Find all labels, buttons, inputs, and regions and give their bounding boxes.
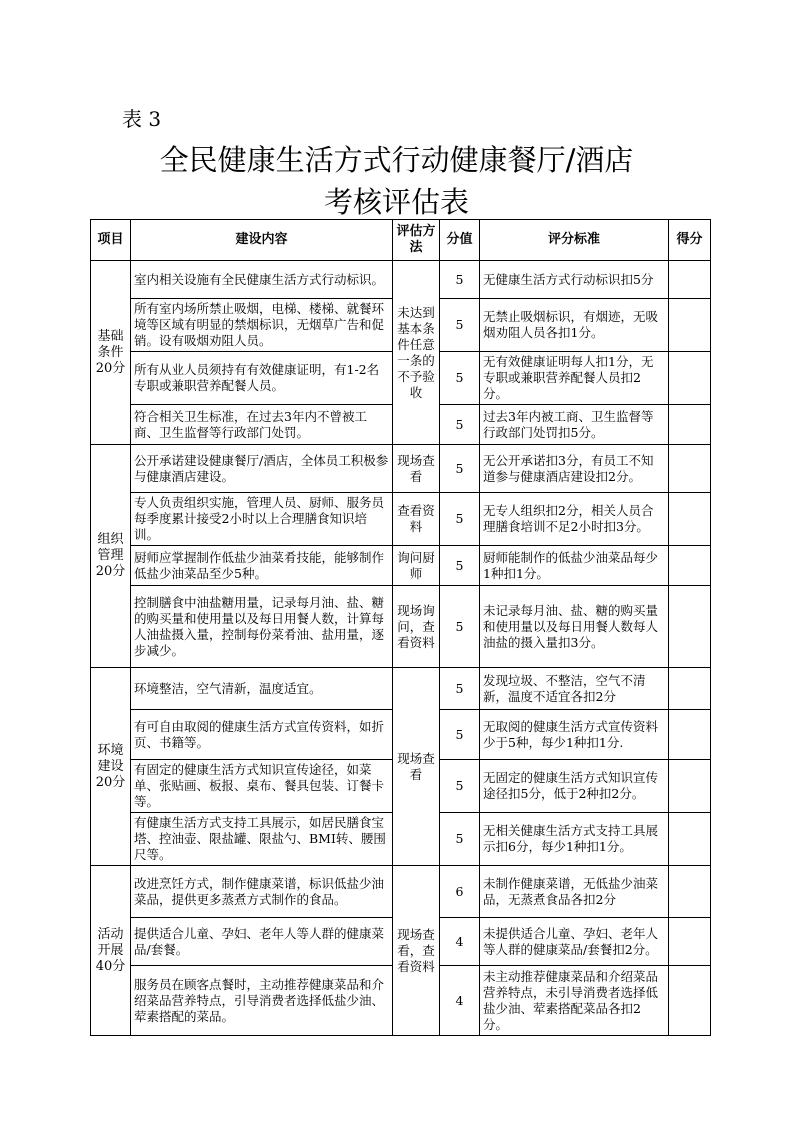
row-method: 现场查看 (393, 445, 440, 493)
section-name: 环境建设20分 (91, 668, 131, 866)
header-points: 得分 (669, 220, 711, 261)
header-item: 项目 (91, 220, 131, 261)
row-points[interactable] (669, 493, 711, 546)
page-title: 全民健康生活方式行动健康餐厅/酒店 (159, 143, 634, 177)
row-content: 所有室内场所禁止吸烟，电梯、楼梯、就餐环境等区域有明显的禁烟标识，无烟草广告和促销。设有吸烟劝阻人员。 (131, 299, 393, 352)
row-content: 有健康生活方式支持工具展示，如居民膳食宝塔、控油壶、限盐罐、限盐勺、BMI转、腰围尺等。 (131, 813, 393, 866)
row-content: 符合相关卫生标准，在过去3年内不曾被工商、卫生监督等行政部门处罚。 (131, 405, 393, 445)
row-criteria: 厨师能制作的低盐少油菜品每少1种扣1分。 (480, 546, 669, 586)
row-score: 5 (440, 299, 480, 352)
row-criteria: 未记录每月油、盐、糖的购买量和使用量以及每日用餐人数每人油盐的摄入量扣3分。 (480, 586, 669, 668)
row-content: 改进烹饪方式，制作健康菜谱，标识低盐少油菜品，提供更多蒸煮方式制作的食品。 (131, 866, 393, 918)
row-criteria: 无公开承诺扣3分，有员工不知道参与健康酒店建设扣2分。 (480, 445, 669, 493)
row-score: 5 (440, 710, 480, 760)
row-content: 有可自由取阅的健康生活方式宣传资料，如折页、书籍等。 (131, 710, 393, 760)
table-header-row (91, 220, 711, 261)
row-method: 现场询问，查看资料 (393, 586, 440, 668)
header-score: 分值 (440, 220, 480, 261)
row-criteria: 发现垃圾、不整洁，空气不清新，温度不适宜各扣2分 (480, 668, 669, 710)
row-points[interactable] (669, 760, 711, 813)
row-criteria: 无固定的健康生活方式知识宣传途径扣5分，低于2种扣2分。 (480, 760, 669, 813)
row-criteria: 未提供适合儿童、孕妇、老年人等人群的健康菜品/套餐扣2分。 (480, 918, 669, 966)
row-score: 5 (440, 261, 480, 299)
row-points[interactable] (669, 813, 711, 866)
section-name: 基础条件20分 (91, 261, 131, 445)
row-content: 控制膳食中油盐糖用量，记录每月油、盐、糖的购买量和使用量以及每日用餐人数，计算每人油盐摄入量，控制每份菜肴油、盐用量，逐步减少。 (131, 586, 393, 668)
row-method: 查看资料 (393, 493, 440, 546)
row-criteria: 无专人组织扣2分，相关人员合理膳食培训不足2小时扣3分。 (480, 493, 669, 546)
header-content: 建设内容 (131, 220, 393, 261)
row-score: 5 (440, 668, 480, 710)
row-score: 5 (440, 445, 480, 493)
row-content: 室内相关设施有全民健康生活方式行动标识。 (131, 261, 393, 299)
row-content: 公开承诺建设健康餐厅/酒店，全体员工积极参与健康酒店建设。 (131, 445, 393, 493)
row-criteria: 无禁止吸烟标识，有烟迹，无吸烟劝阻人员各扣1分。 (480, 299, 669, 352)
page-subtitle: 考核评估表 (323, 185, 469, 219)
row-content: 服务员在顾客点餐时，主动推荐健康菜品和介绍菜品营养特点，引导消费者选择低盐少油、荤素搭配的菜品。 (131, 966, 393, 1036)
row-points[interactable] (669, 352, 711, 405)
row-score: 5 (440, 546, 480, 586)
row-points[interactable] (669, 966, 711, 1036)
row-criteria: 无健康生活方式行动标识扣5分 (480, 261, 669, 299)
row-score: 5 (440, 760, 480, 813)
row-content: 有固定的健康生活方式知识宣传途径，如菜单、张贴画、板报、桌布、餐具包装、订餐卡等。 (131, 760, 393, 813)
row-points[interactable] (669, 918, 711, 966)
table-row (91, 546, 711, 586)
row-points[interactable] (669, 710, 711, 760)
row-method: 未达到基本条件任意一条的不予验收 (393, 261, 440, 445)
row-points[interactable] (669, 546, 711, 586)
row-points[interactable] (669, 299, 711, 352)
table-number-label: 表 3 (122, 107, 162, 131)
row-criteria: 无有效健康证明每人扣1分，无专职或兼职营养配餐人员扣2分。 (480, 352, 669, 405)
assessment-table (90, 219, 711, 1036)
row-score: 5 (440, 813, 480, 866)
row-content: 所有从业人员须持有有效健康证明，有1-2名专职或兼职营养配餐人员。 (131, 352, 393, 405)
row-points[interactable] (669, 445, 711, 493)
row-method: 现场查看 (393, 668, 440, 866)
row-points[interactable] (669, 866, 711, 918)
row-content: 厨师应掌握制作低盐少油菜肴技能，能够制作低盐少油菜品至少5种。 (131, 546, 393, 586)
row-score: 4 (440, 918, 480, 966)
row-criteria: 无取阅的健康生活方式宣传资料少于5种，每少1种扣1分. (480, 710, 669, 760)
row-content: 提供适合儿童、孕妇、老年人等人群的健康菜品/套餐。 (131, 918, 393, 966)
table-row (91, 493, 711, 546)
table-row (91, 445, 711, 493)
row-criteria: 未制作健康菜谱，无低盐少油菜品，无蒸煮食品各扣2分 (480, 866, 669, 918)
table-row (91, 261, 711, 299)
row-points[interactable] (669, 405, 711, 445)
header-method: 评估方法 (393, 220, 440, 261)
row-criteria: 未主动推荐健康菜品和介绍菜品营养特点，未引导消费者选择低盐少油、荤素搭配菜品各扣2分。 (480, 966, 669, 1036)
row-score: 4 (440, 966, 480, 1036)
row-points[interactable] (669, 586, 711, 668)
row-score: 5 (440, 405, 480, 445)
header-criteria: 评分标准 (480, 220, 669, 261)
row-content: 环境整洁，空气清新，温度适宜。 (131, 668, 393, 710)
row-method: 询问厨师 (393, 546, 440, 586)
row-score: 6 (440, 866, 480, 918)
table-row (91, 866, 711, 918)
table-row (91, 668, 711, 710)
table-row (91, 586, 711, 668)
row-points[interactable] (669, 668, 711, 710)
section-name: 组织管理20分 (91, 445, 131, 668)
row-criteria: 无相关健康生活方式支持工具展示扣6分，每少1种扣1分。 (480, 813, 669, 866)
row-method: 现场查看，查看资料 (393, 866, 440, 1036)
row-score: 5 (440, 352, 480, 405)
row-score: 5 (440, 493, 480, 546)
section-name: 活动开展40分 (91, 866, 131, 1036)
row-points[interactable] (669, 261, 711, 299)
row-content: 专人负责组织实施，管理人员、厨师、服务员每季度累计接受2小时以上合理膳食知识培训。 (131, 493, 393, 546)
row-criteria: 过去3年内被工商、卫生监督等行政部门处罚扣5分。 (480, 405, 669, 445)
row-score: 5 (440, 586, 480, 668)
